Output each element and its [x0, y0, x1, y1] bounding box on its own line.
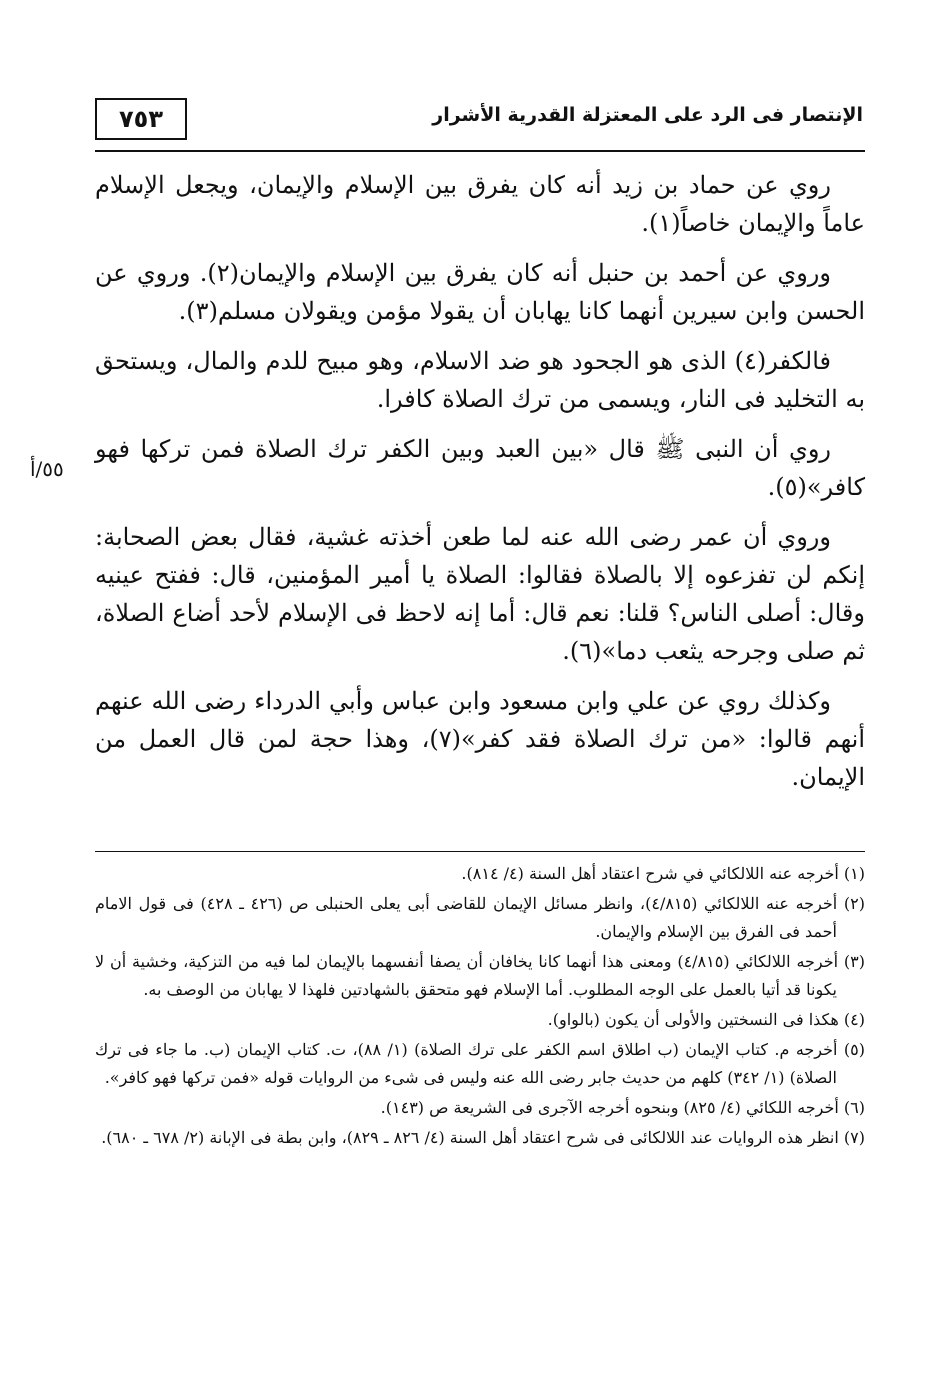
paragraph: وروي أن عمر رضى الله عنه لما طعن أخذته غشية، فقال بعض الصحابة: إنكم لن تفزعوه إلا بالصلاة فقالوا: الصلاة يا أمير المؤمنين، قال: ففتح عينيه وقال: أصلى الناس؟ قلنا: نعم قال: أما إنه لاحظ فى الإسلام لأحد أضاع الصلاة، ثم صلى وجرحه يثعب دما»(٦).: [95, 523, 865, 665]
paragraph: فالكفر(٤) الذى هو الجحود هو ضد الاسلام، وهو مبيح للدم والمال، ويستحق به التخليد فى النار، ويسمى من ترك الصلاة كافرا.: [95, 347, 865, 413]
paragraph: وكذلك روي عن علي وابن مسعود وابن عباس وأبي الدرداء رضى الله عنهم أنهم قالوا: «من ترك الصلاة فقد كفر»(٧)، وهذا حجة لمن قال العمل من الإيمان.: [95, 687, 865, 791]
footnote: (٣) أخرجه اللالكائي (٤/٨١٥) ومعنى هذا أنهما كانا يخافان أن يصفا أنفسهما بالإيمان لما فيه من التزكية، وخشية أن لا يكونا قد أتيا بالعمل على الوجه المطلوب. أما الإسلام فهو متحقق بالشهادتين فلهذا لا يهابان من الوصف به.: [95, 952, 865, 999]
footnote-divider: [95, 851, 865, 852]
footnote: (٢) أخرجه عنه اللالكائي (٤/٨١٥)، وانظر مسائل الإيمان للقاضى أبى يعلى الحنبلى ص (٤٢٦ ـ ٤٢٨) فى قول الامام أحمد فى الفرق بين الإسلام والإيمان.: [95, 894, 866, 941]
footnote: (٦) أخرجه اللكائي (٤/ ٨٢٥) وبنحوه أخرجه الآجرى فى الشريعة ص (١٤٣).: [380, 1098, 865, 1117]
footnotes: [95, 860, 865, 1154]
footnote: (٥) أخرجه م. كتاب الإيمان (ب اطلاق اسم الكفر على ترك الصلاة) (١/ ٨٨)، ت. كتاب الإيمان (ب. ما جاء فى ترك الصلاة) (١/ ٣٤٢) كلهم من حديث جابر رضى الله عنه وليس فى شىء من الروايات قوله «فمن تركها فهو كافر».: [95, 1040, 865, 1087]
running-title: الإنتصار فى الرد على المعتزلة القدرية الأشرار: [432, 104, 863, 126]
footnote: (٤) هكذا فى النسختين والأولى أن يكون (بالواو).: [547, 1010, 865, 1029]
page-number: ٧٥٣: [95, 98, 187, 140]
page-header: [95, 98, 865, 152]
main-text: [95, 166, 865, 808]
paragraph: روي أن النبى ﷺ قال «بين العبد وبين الكفر ترك الصلاة فمن تركها فهو كافر»(٥).: [95, 435, 865, 501]
paragraph: وروي عن أحمد بن حنبل أنه كان يفرق بين الإسلام والإيمان(٢). وروي عن الحسن وابن سيرين أنهما كانا يهابان أن يقولا مؤمن ويقولان مسلم(٣).: [95, 259, 865, 325]
manuscript-folio-note: ٥٥/أ: [30, 457, 64, 481]
paragraph: روي عن حماد بن زيد أنه كان يفرق بين الإسلام والإيمان، ويجعل الإسلام عاماً والإيمان خاصاً(١).: [95, 171, 865, 237]
footnote: (١) أخرجه عنه اللالكائي في شرح اعتقاد أهل السنة (٤/ ٨١٤).: [461, 864, 865, 883]
footnote: (٧) انظر هذه الروايات عند اللالكائى فى شرح اعتقاد أهل السنة (٤/ ٨٢٦ ـ ٨٢٩)، وابن بطة فى الإبانة (٢/ ٦٧٨ ـ ٦٨٠).: [101, 1128, 865, 1147]
